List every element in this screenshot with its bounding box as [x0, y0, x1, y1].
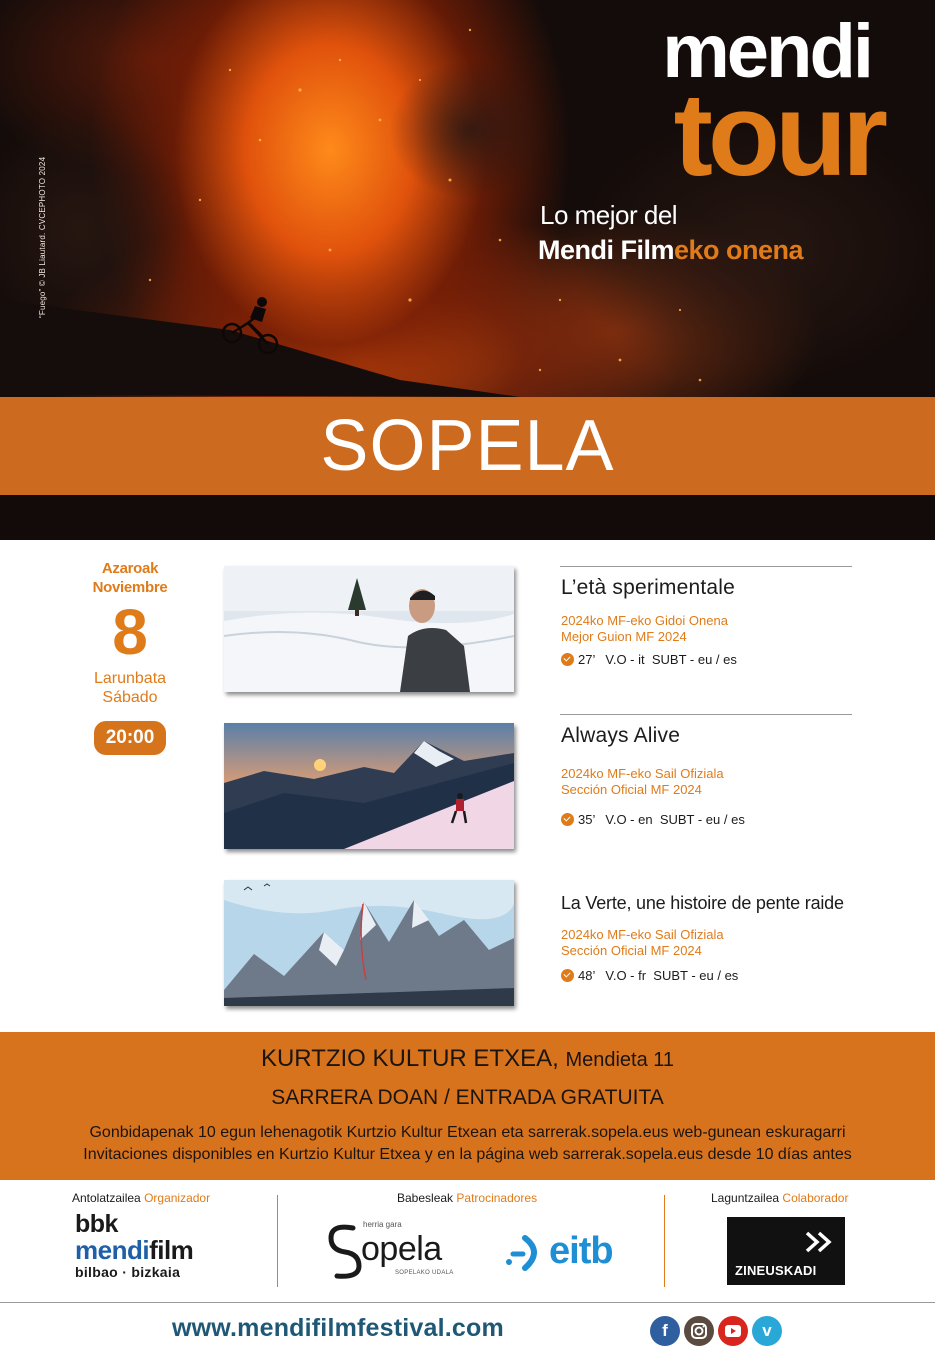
- bilbao-bizkaia-text: bilbao · bizkaia: [75, 1264, 181, 1280]
- film-duration-2: 35’: [578, 812, 596, 827]
- collab-es: Colaborador: [782, 1191, 849, 1205]
- film-image-sunset-climber: [224, 723, 514, 849]
- film-title-3: La Verte, une histoire de pente raide: [561, 893, 844, 913]
- film-award-es-2: Sección Oficial MF 2024: [561, 782, 702, 797]
- bbk-mendi-film-logo[interactable]: [75, 1212, 245, 1281]
- film-thumbnail-2[interactable]: [224, 723, 514, 849]
- month-es: Noviembre: [92, 579, 168, 596]
- eitb-logo[interactable]: [505, 1228, 635, 1278]
- day-number: 8: [112, 596, 148, 668]
- vimeo-icon[interactable]: v: [752, 1316, 782, 1346]
- bbk-logo-text: bbk: [75, 1210, 118, 1238]
- clock-icon: [561, 813, 574, 826]
- eitb-arrow-icon: [505, 1228, 555, 1278]
- entry-sep: /: [438, 1086, 456, 1109]
- film-meta-2: [561, 812, 745, 827]
- film-subt-2: SUBT - eu / es: [659, 812, 745, 827]
- film-award-1: [561, 613, 728, 645]
- film-award-es-1: Mejor Guion MF 2024: [561, 629, 687, 644]
- instagram-icon[interactable]: [684, 1316, 714, 1346]
- entry-es: ENTRADA GRATUITA: [455, 1086, 664, 1109]
- collab-eu: Laguntzailea: [711, 1191, 780, 1205]
- film-vo-2: V.O - en: [605, 812, 653, 827]
- film-award-eu-1: 2024ko MF-eko Gidoi Onena: [561, 613, 728, 628]
- organizer-es: Organizador: [144, 1191, 211, 1205]
- time-badge: 20:00: [94, 721, 167, 755]
- sopela-small-text: herria gara: [363, 1220, 402, 1229]
- film-award-3: [561, 927, 724, 959]
- youtube-glyph: [718, 1316, 748, 1346]
- film-award-eu-2: 2024ko MF-eko Sail Ofiziala: [561, 766, 724, 781]
- film-award-2: [561, 766, 724, 798]
- youtube-icon[interactable]: [718, 1316, 748, 1346]
- weekday-es: Sábado: [102, 689, 158, 706]
- title-mendi: mendi: [662, 9, 871, 94]
- sponsor-divider-1: [277, 1195, 278, 1287]
- film-thumbnail-1[interactable]: [224, 566, 514, 692]
- venue-entry: [0, 1086, 935, 1110]
- footer-divider: [0, 1302, 935, 1303]
- weekday-eu: Larunbata: [93, 670, 167, 687]
- film-award-eu-3: 2024ko MF-eko Sail Ofiziala: [561, 927, 724, 942]
- film-duration-3: 48’: [578, 968, 596, 983]
- tagline-line1: Lo mejor del: [540, 200, 678, 230]
- sopela-sub: SOPELAKO UDALA: [395, 1270, 454, 1276]
- collaborator-heading: [711, 1191, 848, 1205]
- film-vo-1: V.O - it: [605, 652, 645, 667]
- film-title-1: L’età sperimentale: [561, 576, 736, 599]
- venue-title: KURTZIO KULTUR ETXEA,: [260, 1045, 559, 1072]
- film-subt-1: SUBT - eu / es: [651, 652, 737, 667]
- tagline-line2: [538, 235, 803, 266]
- location-title: SOPELA: [320, 406, 615, 486]
- facebook-icon[interactable]: f: [650, 1316, 680, 1346]
- sponsors-eu: Babesleak: [397, 1191, 454, 1205]
- zineuskadi-logo[interactable]: [727, 1217, 845, 1285]
- logo-mendi: mendi: [75, 1235, 150, 1265]
- eitb-name: eitb: [549, 1230, 613, 1272]
- sponsor-divider-2: [664, 1195, 665, 1287]
- sponsors-heading: [397, 1191, 537, 1205]
- film-vo-3: V.O - fr: [605, 968, 647, 983]
- entry-eu: SARRERA DOAN: [271, 1086, 439, 1109]
- film-duration-1: 27’: [578, 652, 596, 667]
- tagline-mendi-film: Mendi Film: [538, 235, 674, 265]
- organizer-eu: Antolatzailea: [72, 1191, 141, 1205]
- month-eu: Azaroak: [101, 560, 159, 577]
- venue-info-eu: Gonbidapenak 10 egun lehenagotik Kurtzio Kultur Etxean eta sarrerak.sopela.eus web-gunean eskuragarri: [89, 1124, 846, 1141]
- event-date: [60, 560, 200, 755]
- film-thumbnail-3[interactable]: [224, 880, 514, 1006]
- film-image-snow-portrait: [224, 566, 514, 692]
- tagline-eko-onena: eko onena: [674, 235, 804, 265]
- sponsors-es: Patrocinadores: [456, 1191, 538, 1205]
- website-link[interactable]: www.mendifilmfestival.com: [172, 1314, 504, 1342]
- logo-film: film: [149, 1235, 194, 1265]
- organizer-heading: [72, 1191, 210, 1205]
- photo-credit: “Fuego” © JB Liautard. CVCEPHOTO 2024: [38, 156, 47, 318]
- instagram-glyph: [684, 1316, 714, 1346]
- film-meta-1: [561, 652, 737, 667]
- clock-icon: [561, 653, 574, 666]
- sopela-s-icon: [323, 1220, 365, 1282]
- clock-icon: [561, 969, 574, 982]
- title-tour: tour: [673, 69, 883, 201]
- venue-info-es: Invitaciones disponibles en Kurtzio Kultur Etxea y en la página web sarrerak.sopela.eus desde 10 días antes: [83, 1146, 852, 1163]
- film-title-2: Always Alive: [561, 724, 681, 747]
- venue-name: [0, 1045, 935, 1073]
- fast-forward-icon: [805, 1231, 835, 1253]
- mendi-film-logo-text: [75, 1237, 245, 1263]
- film-divider-1: [560, 566, 852, 567]
- film-subt-3: SUBT - eu / es: [653, 968, 739, 983]
- sopela-logo[interactable]: [323, 1220, 468, 1282]
- sopela-name: opela: [361, 1230, 442, 1268]
- venue-address: Mendieta 11: [565, 1049, 675, 1071]
- film-image-mountain-painting: [224, 880, 514, 1006]
- film-divider-2: [560, 714, 852, 715]
- film-meta-3: [561, 968, 738, 983]
- film-award-es-3: Sección Oficial MF 2024: [561, 943, 702, 958]
- zineuskadi-name: ZINEUSKADI: [735, 1263, 817, 1278]
